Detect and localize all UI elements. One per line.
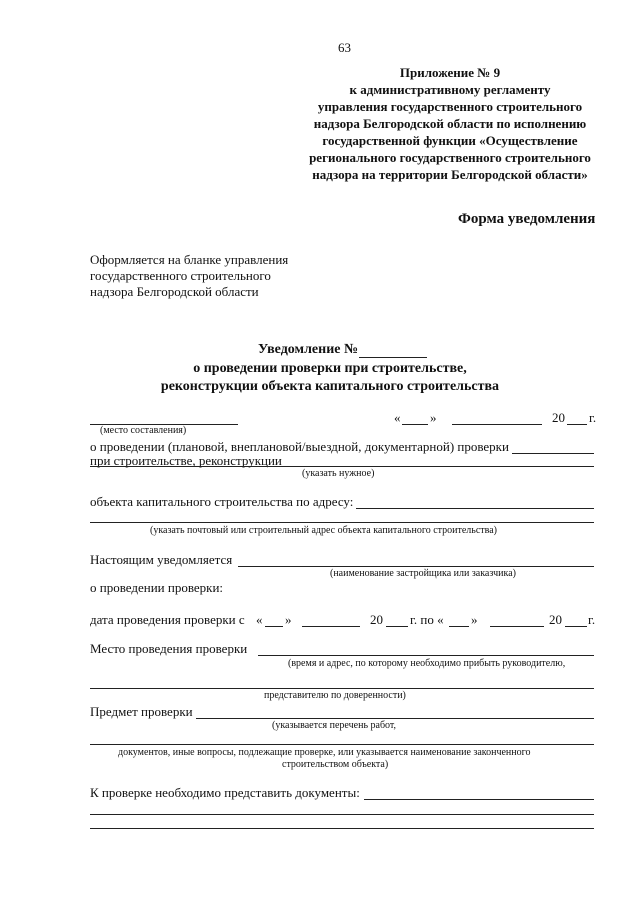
notice-number-line[interactable]: [359, 357, 427, 358]
developer-field[interactable]: [238, 566, 594, 567]
month-field[interactable]: [452, 424, 542, 425]
appendix-line: государственной функции «Осуществление: [322, 133, 578, 148]
blank-note-line: надзора Белгородской области: [90, 284, 259, 299]
subject-field[interactable]: [196, 718, 594, 719]
end-year-field[interactable]: [565, 626, 587, 627]
dates-to: г. по «: [410, 612, 444, 627]
appendix-line: надзора на территории Белгородской области»: [312, 167, 588, 182]
appendix-line: Приложение № 9: [399, 65, 501, 80]
blank-note-line: государственного строительного: [90, 268, 271, 283]
documents-field-3[interactable]: [90, 828, 594, 829]
address-field-2[interactable]: [90, 522, 594, 523]
subject-caption-1: (указывается перечень работ,: [272, 720, 397, 731]
notice-number-label: Уведомление №: [258, 342, 359, 357]
check-types-field[interactable]: [512, 453, 594, 454]
appendix-line: управления государственного строительного: [317, 99, 583, 114]
dates-close-quote-2: »: [471, 612, 478, 627]
place-caption: (место составления): [100, 425, 187, 436]
blank-note: [90, 252, 288, 300]
check-context: при строительстве, реконструкции: [90, 453, 282, 468]
start-year-prefix: 20: [370, 612, 383, 627]
address-caption: (указать почтовый или строительный адрес объекта капитального строительства): [150, 525, 498, 536]
heading-block: [130, 360, 530, 396]
day-field[interactable]: [402, 424, 428, 425]
heading-line: реконструкции объекта капитального строительства: [160, 379, 500, 394]
object-address-label: объекта капитального строительства по адресу:: [90, 494, 354, 509]
subject-label: Предмет проверки: [90, 704, 193, 719]
check-context-line[interactable]: [90, 466, 594, 467]
year-suffix: г.: [589, 410, 597, 425]
start-year-field[interactable]: [386, 626, 408, 627]
end-year-prefix: 20: [549, 612, 562, 627]
address-field[interactable]: [356, 508, 594, 509]
dates-close-quote: »: [285, 612, 292, 627]
notify-label: Настоящим уведомляется: [90, 552, 233, 567]
heading-line: о проведении проверки при строительстве,: [193, 361, 467, 376]
blank-note-line: Оформляется на бланке управления: [90, 252, 289, 267]
close-quote: »: [430, 410, 437, 425]
place-of-check-field[interactable]: [258, 655, 594, 656]
end-day-field[interactable]: [449, 626, 469, 627]
open-quote: «: [394, 410, 401, 425]
documents-label: К проверке необходимо представить документы:: [90, 785, 360, 800]
subject-caption-3: строительством объекта): [282, 759, 389, 770]
subject-caption-2: документов, иные вопросы, подлежащие проверке, или указывается наименование законченного: [118, 747, 531, 758]
dates-end: г.: [588, 612, 596, 627]
appendix-line: к административному регламенту: [349, 82, 551, 97]
documents-field-2[interactable]: [90, 814, 594, 815]
dates-open-quote: «: [256, 612, 263, 627]
place-of-check-field-2[interactable]: [90, 688, 594, 689]
specify-caption: (указать нужное): [302, 468, 375, 479]
page-number: 63: [338, 40, 351, 55]
form-title: Форма уведомления: [458, 211, 596, 227]
year-prefix: 20: [552, 410, 565, 425]
appendix-block: [280, 64, 620, 183]
subject-field-2[interactable]: [90, 744, 594, 745]
end-month-field[interactable]: [490, 626, 544, 627]
about-check: о проведении проверки:: [90, 580, 224, 595]
appendix-line: надзора Белгородской области по исполнению: [313, 116, 587, 131]
place-label: Место проведения проверки: [90, 641, 248, 656]
start-month-field[interactable]: [302, 626, 360, 627]
developer-caption: (наименование застройщика или заказчика): [330, 568, 516, 579]
place-caption-2: представителю по доверенности): [264, 690, 406, 701]
check-dates-label: дата проведения проверки с: [90, 612, 245, 627]
year-field[interactable]: [567, 424, 587, 425]
start-day-field[interactable]: [265, 626, 283, 627]
documents-field[interactable]: [364, 799, 594, 800]
check-types: о проведении (плановой, внеплановой/выездной, документарной) проверки: [90, 439, 509, 454]
appendix-line: регионального государственного строительного: [309, 150, 591, 165]
place-caption-1: (время и адрес, по которому необходимо прибыть руководителю,: [288, 658, 566, 669]
